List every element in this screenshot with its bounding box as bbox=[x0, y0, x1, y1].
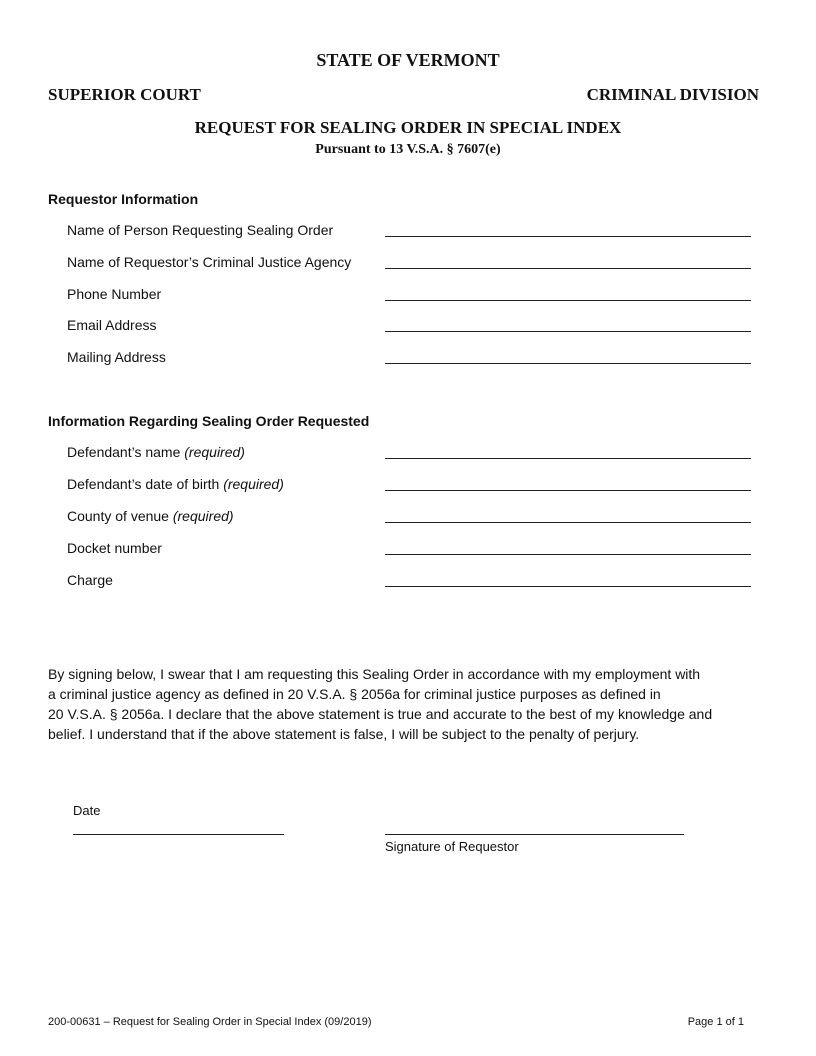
signature-label: Signature of Requestor bbox=[385, 839, 519, 854]
statement-line-1: By signing below, I swear that I am requesting this Sealing Order in accordance with my employment with bbox=[48, 666, 701, 682]
requestor-agency-line[interactable] bbox=[385, 268, 751, 269]
statement-line-2: a criminal justice agency as defined in 20 V.S.A. § 2056a for criminal justice purposes as defined in bbox=[48, 686, 661, 702]
date-line[interactable] bbox=[73, 834, 284, 835]
required-note: (required) bbox=[172, 508, 234, 524]
email-line[interactable] bbox=[385, 331, 751, 332]
requestor-section-heading: Requestor Information bbox=[48, 191, 199, 207]
form-title: REQUEST FOR SEALING ORDER IN SPECIAL INDEX bbox=[194, 118, 622, 137]
charge-label: Charge bbox=[67, 572, 113, 588]
email-label: Email Address bbox=[67, 317, 157, 333]
requestor-name-line[interactable] bbox=[385, 236, 751, 237]
phone-line[interactable] bbox=[385, 300, 751, 301]
defendant-dob-line[interactable] bbox=[385, 490, 751, 491]
statement-line-4: belief. I understand that if the above statement is false, I will be subject to the penalty of perjury. bbox=[48, 726, 640, 742]
date-label: Date bbox=[73, 803, 101, 818]
phone-label: Phone Number bbox=[67, 286, 162, 302]
requestor-agency-label: Name of Requestor’s Criminal Justice Agency bbox=[67, 254, 352, 270]
county-line[interactable] bbox=[385, 522, 751, 523]
signature-line[interactable] bbox=[385, 834, 684, 835]
mailing-address-line[interactable] bbox=[385, 363, 751, 364]
order-section-heading: Information Regarding Sealing Order Requested bbox=[48, 413, 370, 429]
charge-line[interactable] bbox=[385, 586, 751, 587]
page-number: Page 1 of 1 bbox=[687, 1016, 744, 1028]
court-heading: SUPERIOR COURT bbox=[48, 85, 201, 104]
required-note: (required) bbox=[184, 444, 245, 460]
docket-label: Docket number bbox=[67, 540, 162, 556]
defendant-name-label: Defendant’s name (required) bbox=[67, 444, 245, 460]
county-label: County of venue (required) bbox=[67, 508, 234, 524]
docket-line[interactable] bbox=[385, 554, 751, 555]
required-note: (required) bbox=[223, 476, 284, 492]
state-heading: STATE OF VERMONT bbox=[316, 50, 500, 70]
form-id-footer: 200-00631 – Request for Sealing Order in Special Index (09/2019) bbox=[48, 1016, 372, 1028]
mailing-address-label: Mailing Address bbox=[67, 349, 166, 365]
statement-line-3: 20 V.S.A. § 2056a. I declare that the above statement is true and accurate to the best of my knowledge and bbox=[48, 706, 713, 722]
division-heading: CRIMINAL DIVISION bbox=[586, 85, 759, 104]
perjury-statement bbox=[48, 664, 772, 744]
requestor-name-label: Name of Person Requesting Sealing Order bbox=[67, 222, 334, 238]
defendant-dob-label: Defendant’s date of birth (required) bbox=[67, 476, 284, 492]
form-subtitle: Pursuant to 13 V.S.A. § 7607(e) bbox=[315, 142, 501, 157]
defendant-name-line[interactable] bbox=[385, 458, 751, 459]
